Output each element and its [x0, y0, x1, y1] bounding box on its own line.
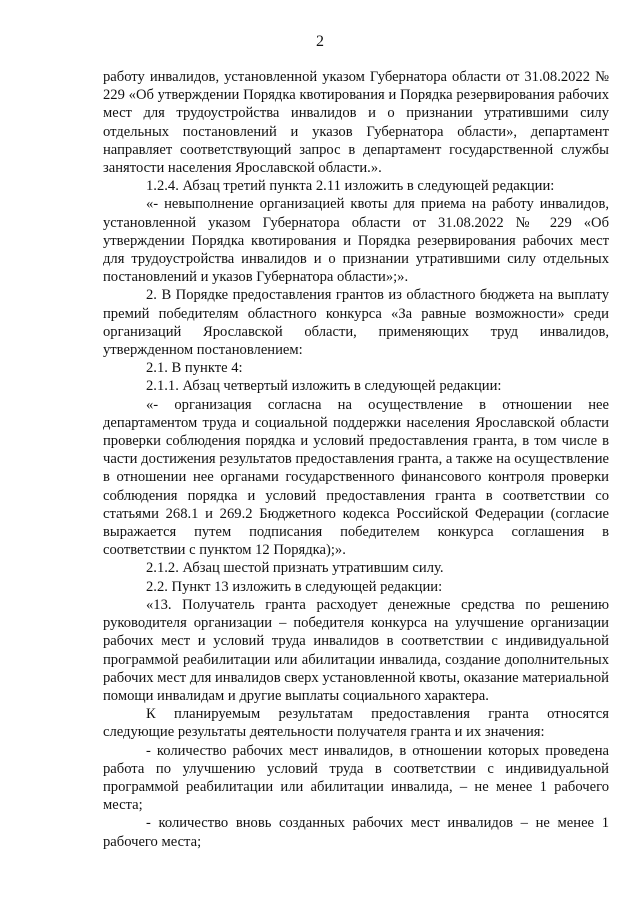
- paragraph: 2.1. В пункте 4:: [146, 360, 243, 377]
- paragraph: - количество вновь созданных рабочих мест инвалидов – не менее 1 рабочего места;: [103, 815, 609, 850]
- page-number: 2: [316, 33, 324, 50]
- paragraph: 2. В Порядке предоставления грантов из областного бюджета на выплату премий победителям областного конкурса «За равные возможности» среди организаций Ярославской области, применяющих труд инвалидов, утвержденном постановлением:: [103, 287, 609, 359]
- paragraph: «13. Получатель гранта расходует денежные средства по решению руководителя организации – победителя конкурса на улучшение организации рабочих мест и условий труда инвалидов в соответствии с индивидуальной программой реабилитации или абилитации инвалида, создание дополнительных рабочих мест для инвалидов сверх установленной квоты, оказание материальной помощи инвалидам и другие выплаты социального характера.: [103, 596, 609, 704]
- paragraph: - количество рабочих мест инвалидов, в отношении которых проведена работа по улучшению условий труда в соответствии с индивидуальной программой реабилитации или абилитации инвалида, – не менее 1 рабочего места;: [103, 742, 609, 814]
- paragraph: «- организация согласна на осуществление в отношении нее департаментом труда и социальной поддержки населения Ярославской области проверки соблюдения порядка и условий предоставления гранта, в том числе в части достижения результатов предоставления гранта, а также на осуществление в отношении нее органами государственного финансового контроля проверки соблюдения порядка и условий предоставления гранта в соответствии со статьями 268.1 и 269.2 Бюджетного кодекса Российской Федерации (согласие выражается путем подписания победителем конкурса соглашения в соответствии с пунктом 12 Порядка);».: [103, 396, 609, 559]
- paragraph: «- невыполнение организацией квоты для приема на работу инвалидов, установленной указом Губернатора области от 31.08.2022 № 229 «Об утверждении Порядка квотирования и Порядка резервирования рабочих мест для трудоустройства инвалидов и о признании утратившими силу отдельных постановлений и указов Губернатора области»;».: [103, 196, 609, 286]
- paragraph: работу инвалидов, установленной указом Губернатора области от 31.08.2022 № 229 «Об утверждении Порядка квотирования и Порядка резервирования рабочих мест для трудоустройства инвалидов и о признании утратившими силу отдельных постановлений и указов Губернатора области», департамент направляет соответствующий запрос в департамент государственной службы занятости населения Ярославской области.».: [103, 69, 609, 177]
- paragraph: 1.2.4. Абзац третий пункта 2.11 изложить в следующей редакции:: [146, 178, 555, 195]
- paragraph: 2.2. Пункт 13 изложить в следующей редакции:: [146, 578, 443, 595]
- paragraph: К планируемым результатам предоставления гранта относятся следующие результаты деятельности получателя гранта и их значения:: [103, 706, 609, 741]
- document-body: [103, 68, 609, 851]
- paragraph: 2.1.2. Абзац шестой признать утратившим силу.: [146, 560, 444, 577]
- paragraph: 2.1.1. Абзац четвертый изложить в следующей редакции:: [146, 378, 502, 395]
